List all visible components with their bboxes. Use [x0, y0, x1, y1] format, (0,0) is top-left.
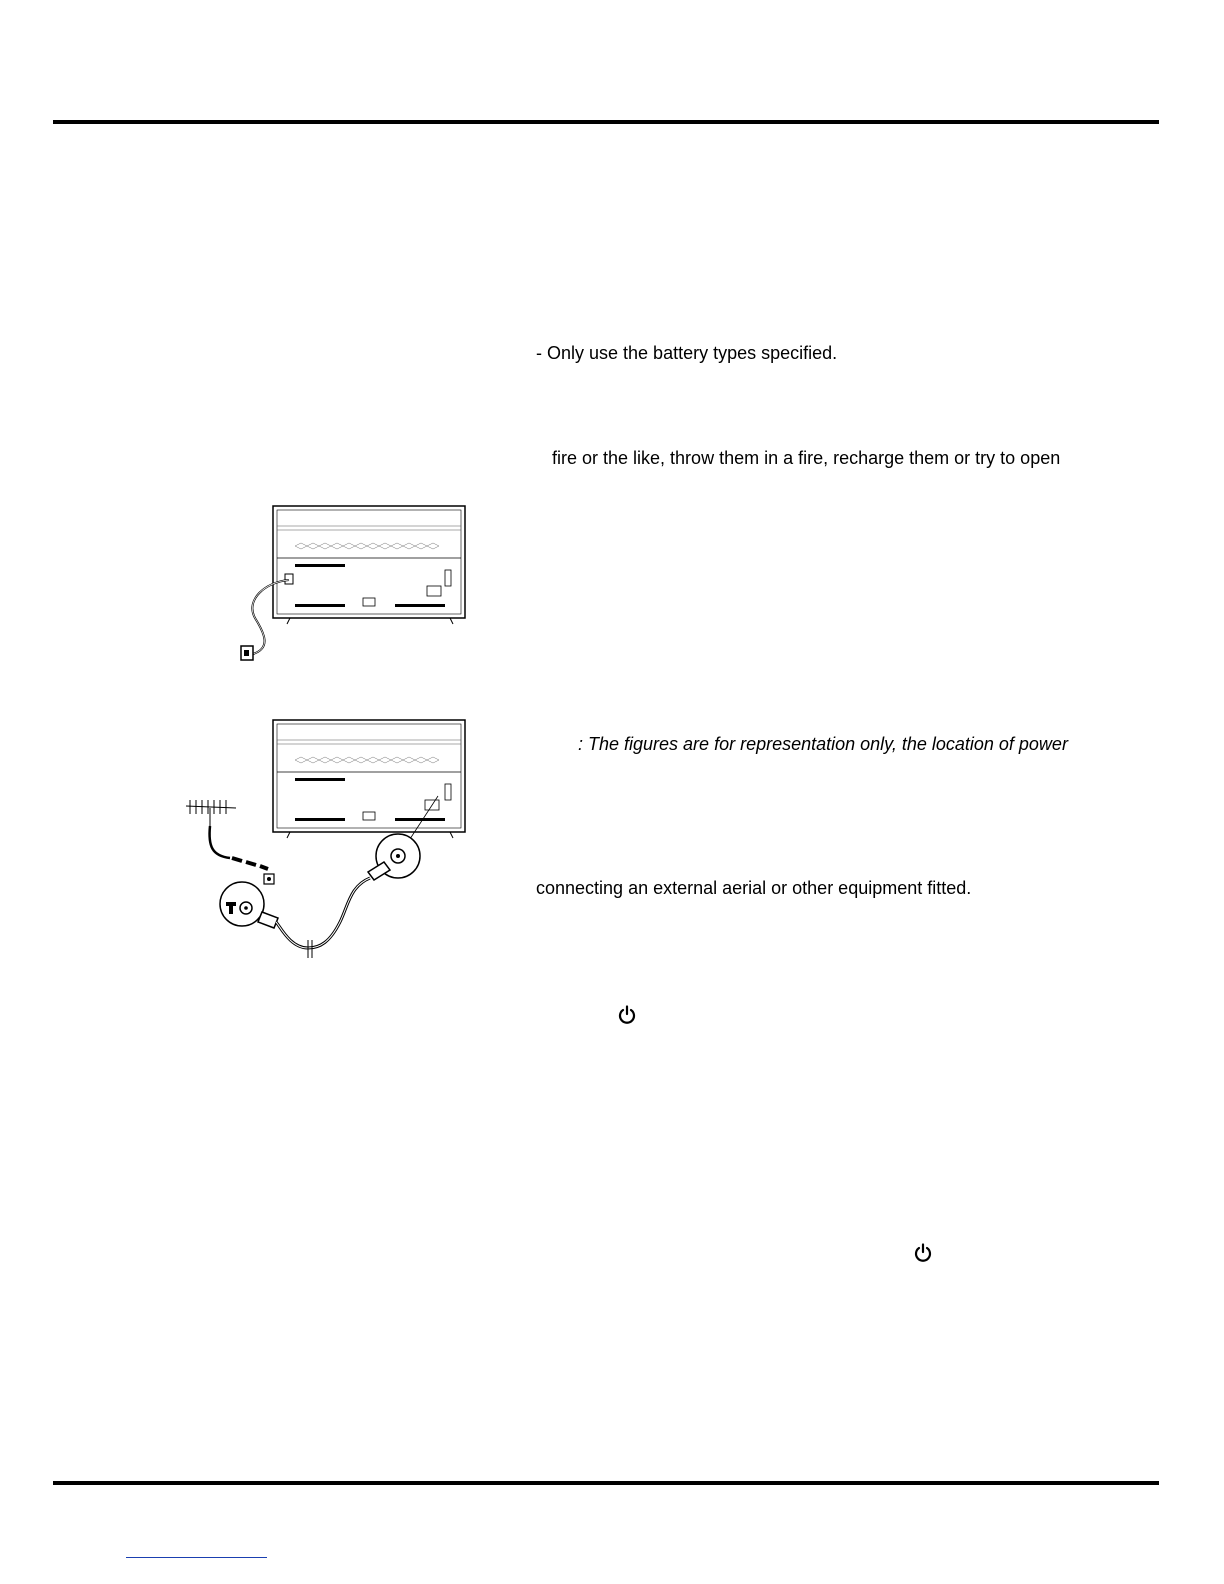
header-rule: [53, 120, 1159, 124]
battery-fire-line: fire or the like, throw them in a fire, recharge them or try to open: [552, 448, 1061, 468]
footer-link-underline: [126, 1557, 267, 1558]
aerial-equipment-line: connecting an external aerial or other equipment fitted.: [536, 878, 972, 898]
power-icon: [618, 1005, 636, 1025]
tv-back-power-connection-illustration: [235, 500, 475, 670]
tv-back-aerial-connection-illustration: [180, 716, 470, 960]
power-icon: [914, 1243, 932, 1263]
footer-rule: [53, 1481, 1159, 1485]
battery-types-line: - Only use the battery types specified.: [536, 343, 838, 363]
figures-note-line: : The figures are for representation only, the location of power: [578, 734, 1068, 754]
